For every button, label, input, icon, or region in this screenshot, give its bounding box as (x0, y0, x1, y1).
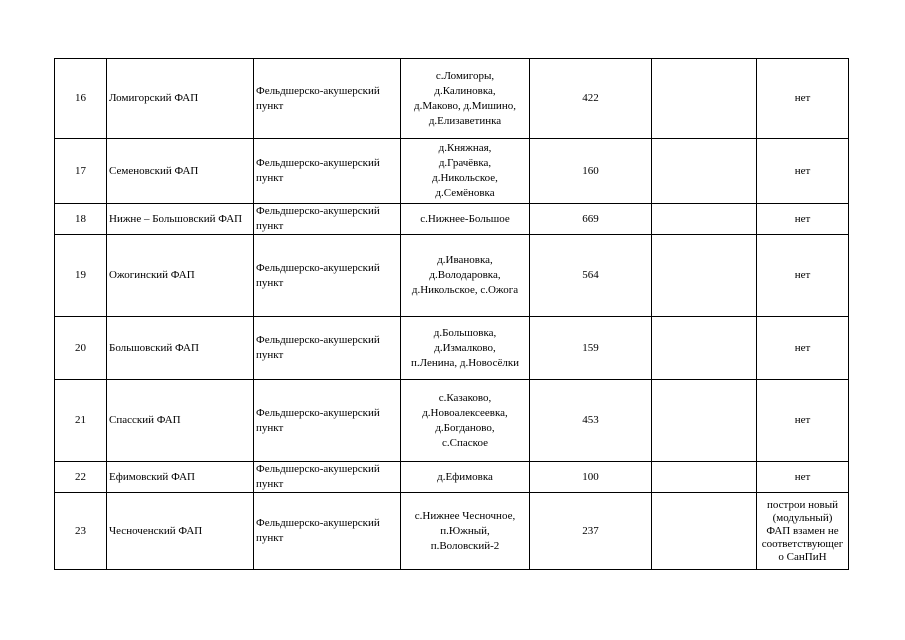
fap-type: Фельдшерско-акушерский пункт (254, 204, 401, 235)
settlements: д.Ефимовка (401, 462, 530, 493)
note: нет (757, 317, 849, 380)
settlements: д.Княжная, д.Грачёвка, д.Никольское, д.Семёновка (401, 139, 530, 204)
fap-type: Фельдшерско-акушерский пункт (254, 59, 401, 139)
row-number: 23 (55, 493, 107, 570)
table-row (55, 59, 849, 139)
fap-name: Большовский ФАП (107, 317, 254, 380)
fap-name: Спасский ФАП (107, 380, 254, 462)
empty-cell (652, 380, 757, 462)
empty-cell (652, 59, 757, 139)
fap-type: Фельдшерско-акушерский пункт (254, 235, 401, 317)
table-row (55, 235, 849, 317)
note: нет (757, 235, 849, 317)
table-row (55, 204, 849, 235)
note: построи новый (модульный) ФАП взамен не соответствующег о СанПиН (757, 493, 849, 570)
fap-name: Нижне – Большовский ФАП (107, 204, 254, 235)
population: 100 (530, 462, 652, 493)
note: нет (757, 204, 849, 235)
row-number: 17 (55, 139, 107, 204)
fap-type: Фельдшерско-акушерский пункт (254, 493, 401, 570)
empty-cell (652, 317, 757, 380)
settlements: с.Казаково, д.Новоалексеевка, д.Богданово, с.Спаское (401, 380, 530, 462)
fap-name: Ожогинский ФАП (107, 235, 254, 317)
fap-table (54, 58, 849, 570)
empty-cell (652, 235, 757, 317)
fap-name: Ломигорский ФАП (107, 59, 254, 139)
fap-type: Фельдшерско-акушерский пункт (254, 139, 401, 204)
row-number: 16 (55, 59, 107, 139)
population: 669 (530, 204, 652, 235)
population: 453 (530, 380, 652, 462)
empty-cell (652, 139, 757, 204)
row-number: 18 (55, 204, 107, 235)
table-row (55, 380, 849, 462)
settlements: д.Ивановка, д.Володаровка, д.Никольское, с.Ожога (401, 235, 530, 317)
row-number: 19 (55, 235, 107, 317)
table-row (55, 462, 849, 493)
table-row (55, 139, 849, 204)
fap-type: Фельдшерско-акушерский пункт (254, 462, 401, 493)
table-row (55, 317, 849, 380)
population: 160 (530, 139, 652, 204)
fap-type: Фельдшерско-акушерский пункт (254, 317, 401, 380)
settlements: с.Нижнее Чесночное, п.Южный, п.Воловский-2 (401, 493, 530, 570)
fap-name: Ефимовский ФАП (107, 462, 254, 493)
note: нет (757, 139, 849, 204)
empty-cell (652, 493, 757, 570)
fap-name: Семеновский ФАП (107, 139, 254, 204)
empty-cell (652, 204, 757, 235)
row-number: 21 (55, 380, 107, 462)
note: нет (757, 380, 849, 462)
settlements: с.Нижнее-Большое (401, 204, 530, 235)
note: нет (757, 59, 849, 139)
settlements: с.Ломигоры, д.Калиновка, д.Маково, д.Мишино, д.Елизаветинка (401, 59, 530, 139)
population: 422 (530, 59, 652, 139)
population: 237 (530, 493, 652, 570)
empty-cell (652, 462, 757, 493)
table-row (55, 493, 849, 570)
fap-name: Чесноченский ФАП (107, 493, 254, 570)
row-number: 20 (55, 317, 107, 380)
population: 564 (530, 235, 652, 317)
fap-type: Фельдшерско-акушерский пункт (254, 380, 401, 462)
row-number: 22 (55, 462, 107, 493)
settlements: д.Большовка, д.Измалково, п.Ленина, д.Новосёлки (401, 317, 530, 380)
note: нет (757, 462, 849, 493)
population: 159 (530, 317, 652, 380)
